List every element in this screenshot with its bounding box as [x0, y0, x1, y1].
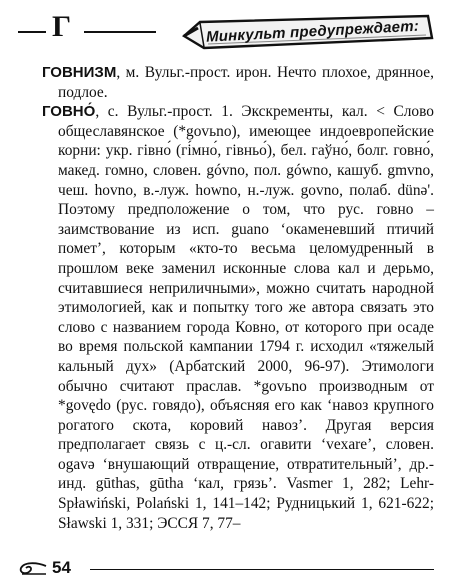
swirl-ornament-icon — [18, 560, 48, 578]
footer-rule — [90, 569, 434, 570]
dictionary-entry — [42, 102, 434, 533]
header-rule-mid — [84, 31, 156, 33]
entry-text: , м. Вульг.-прост. ирон. Нечто плохое, дрянное, подлое. — [58, 64, 434, 101]
dictionary-content — [42, 63, 434, 533]
entry-headword: ГОВНИЗМ — [42, 64, 117, 81]
header-rule-left — [18, 31, 46, 33]
page-header — [0, 0, 452, 62]
page-number: 54 — [52, 558, 71, 577]
page-footer — [0, 556, 452, 584]
section-letter: Г — [52, 10, 72, 43]
banner-text: Минкульт предупреждает: — [205, 17, 420, 46]
entry-headword: ГОВНО́ — [42, 103, 96, 121]
entry-text: , с. Вульг.-прост. 1. Экскременты, кал. < Слово общеславянское (*govьno), имеющее индоевропейские корни: укр. гівно́ (гі́мно́, гівньо́), бел. гаўно́, болг. говно́, макед. гомно, словен. góvno, пол. gówno, кашуб. gmvno, чеш. hovno, в.-луж. howno, н.-луж. govno, полаб. dünə'. Поэтому предположение о том, что рус. говно – заимствование из исп. guano ‘окаменевший птичий помет’, которым «кто-то весьма целомудренный в прошлом веке заменил исконные слова кал и дерьмо, считавшиеся неприличными», можно считать народной этимологией, как и попытку того же автора связать это слово с названием города Ковно, от которого при осаде во время польской кампании 1794 г. исходил «тяжелый кальный дух» (Арбатский 2000, 96-97). Этимологи обычно считают праслав. *govьno производным от *govędo (рус. говядо), объясняя его как ‘навоз крупного рогатого скота, коровий навоз’. Другая версия предполагает связь с ц.-сл. огавити ‘vexare’, словен. ogavə ‘внушающий отвращение, отвратительный’, др.-инд. gūthas, gūtha ‘кал, грязь’. Vasmer 1, 282; Lehr-Spławiński, Polański 1, 141–142; Рудницький 1, 621-622; Sławski 1, 331; ЭССЯ 7, 77– — [58, 103, 434, 532]
dictionary-entry — [42, 63, 434, 102]
header-banner — [178, 14, 436, 50]
